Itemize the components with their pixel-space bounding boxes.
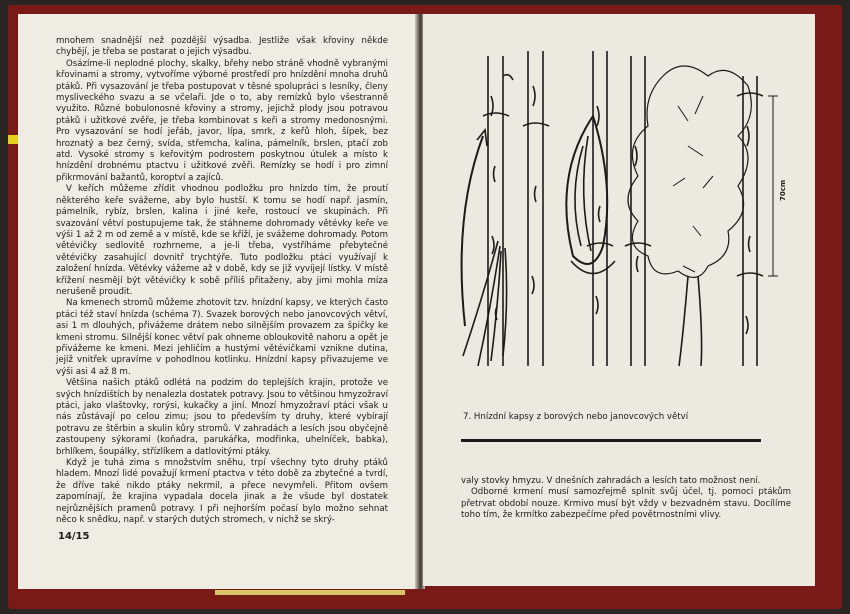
left-page: [18, 14, 419, 589]
paragraph: V keřích můžeme zřídit vhodnou podložku pro hnízdo tím, že proutí některého keře svážeme, aby bylo hustší. K tomu se hodí např. jasmín, pámelník, rybíz, brslen, kalina i jiné keře, rostoucí ve skupinách. Při svazování větví postupujeme tak, že stáhneme dohromady větévky keře ve výši 1 až 2 m od země a v místě, kde se kříží, je svážeme dohromady. Potom větévičky sedlovitě rozhrneme, a je-li třeba, vystříháme přebytečné větévičky zasahující dovnitř trychtýře. Tuto podložku ptáci využívají k založení hnízda. Větévky vážeme až v době, kdy se již vyvíjejí lístky. V místě křížení nesmějí být větévičky k sobě příliš přitaženy, aby jimi mohla míza nerušeně proudit.: [56, 184, 388, 297]
right-text-column: [461, 476, 791, 522]
paragraph: Osázíme-li neplodné plochy, skalky, břehy nebo stráně vhodně vybranými křovinami a stromy, vytvoříme výborné prostředí pro hnízdění mnoha druhů ptáků. Při vysazování je třeba postupovat v těsné spolupráci s lesníky, členy mysliveckého svazu a se včelaři. Jde o to, aby remízků bylo všestranně využito. Různé bobulonosné křoviny a stromy, jejichž plody jsou potravou ptáků i užitkové zvěře, je třeba kombinovat s keři a stromy medonosnými. Pro vysazování se hodí jeřáb, javor, lípa, smrk, z keřů hloh, šípek, bez hroznatý a bez černý, svída, střemcha, kalina, pámelník, brslen, ptačí zob atd. Vysoké stromy s keřovitým podrostem poskytnou útulek a místo k hnízdění drobnému ptactvu i užitkové zvěři. Remízky se hodí i pro zimní přikrmování bažantů, koroptví a zajíců.: [56, 58, 388, 183]
nest-pocket-illustration: [443, 36, 788, 376]
right-page: [423, 14, 815, 586]
paragraph: Odborné krmení musí samozřejmě splnit svůj účel, tj. pomoci ptákům přetrvat období nouze. Krmivo musí být vždy v bezvadném stavu. Docílíme toho tím, že krmítko zabezpečíme před povětrnostními vlivy.: [461, 487, 791, 521]
divider: [461, 439, 761, 442]
paragraph: valy stovky hmyzu. V dnešních zahradách a lesích tato možnost není.: [461, 476, 761, 486]
paragraph: mnohem snadnější než pozdější výsadba. Jestliže však křoviny někde chybějí, je třeba se postarat o jejich výsadbu.: [56, 36, 388, 58]
left-text-column: [56, 36, 388, 526]
dimension-label: 70cm: [779, 179, 787, 201]
paragraph: Když je tuhá zima s množstvím sněhu, trpí všechny tyto druhy ptáků hladem. Mnozí lidé považují krmení ptactva v této době za zbytečné a tvrdí, že dříve také nikdo ptáky nekrmil, a přece nevymřeli. Přitom ovšem zapomínají, že krajina vypadala docela jinak a že všude byl dostatek nejrůznějších pramenů potravy. I při nejhorším počasí bylo možno sehnat něco k snědku, např. v starých dutých stromech, v nichž se skrý-: [56, 458, 388, 526]
figure-caption: 7. Hnízdní kapsy z borových nebo janovcových větví: [463, 412, 689, 422]
page-number: 14/15: [58, 531, 90, 542]
paragraph: Na kmenech stromů můžeme zhotovit tzv. hnízdní kapsy, ve kterých často ptáci též staví hnízda (schéma 7). Svazek borových nebo janovcových větví, asi 1 m dlouhých, přivážeme drátem nebo silnějším provazem za špičky ke kmeni stromu. Silnější konec větví pak ohneme obloukovitě nahoru a opět je přivážeme ke kmeni. Mezi jehličím a hustými větévičkami vznikne dutina, jejíž vnitřek upravíme v pohodlnou kotlinku. Hnízdní kapsy přivazujeme ve výši asi 4 až 8 m.: [56, 298, 388, 377]
bottom-stripe: [215, 590, 405, 595]
bookmark-tab: [8, 135, 18, 144]
paragraph: Většina našich ptáků odlétá na podzim do teplejších krajin, protože ve svých hnízdištích by nenalezla dostatek potravy. Jsou to většinou hmyzožraví ptáci, jako vlaštovky, rorýsi, kukačky a jiní. Mnozí hmyzožraví ptáci však u nás zůstávají po celou zimu; jsou to především ty druhy, které vybírají potravu ze štěrbin a skulin kůry stromů. V zahradách a lesích jsou obyčejně zastoupeny sýkorami (koňadra, parukářka, modřinka, uhelníček, babka), brhlíkem, šoupálky, střízlíkem a datlovitými ptáky.: [56, 378, 388, 457]
